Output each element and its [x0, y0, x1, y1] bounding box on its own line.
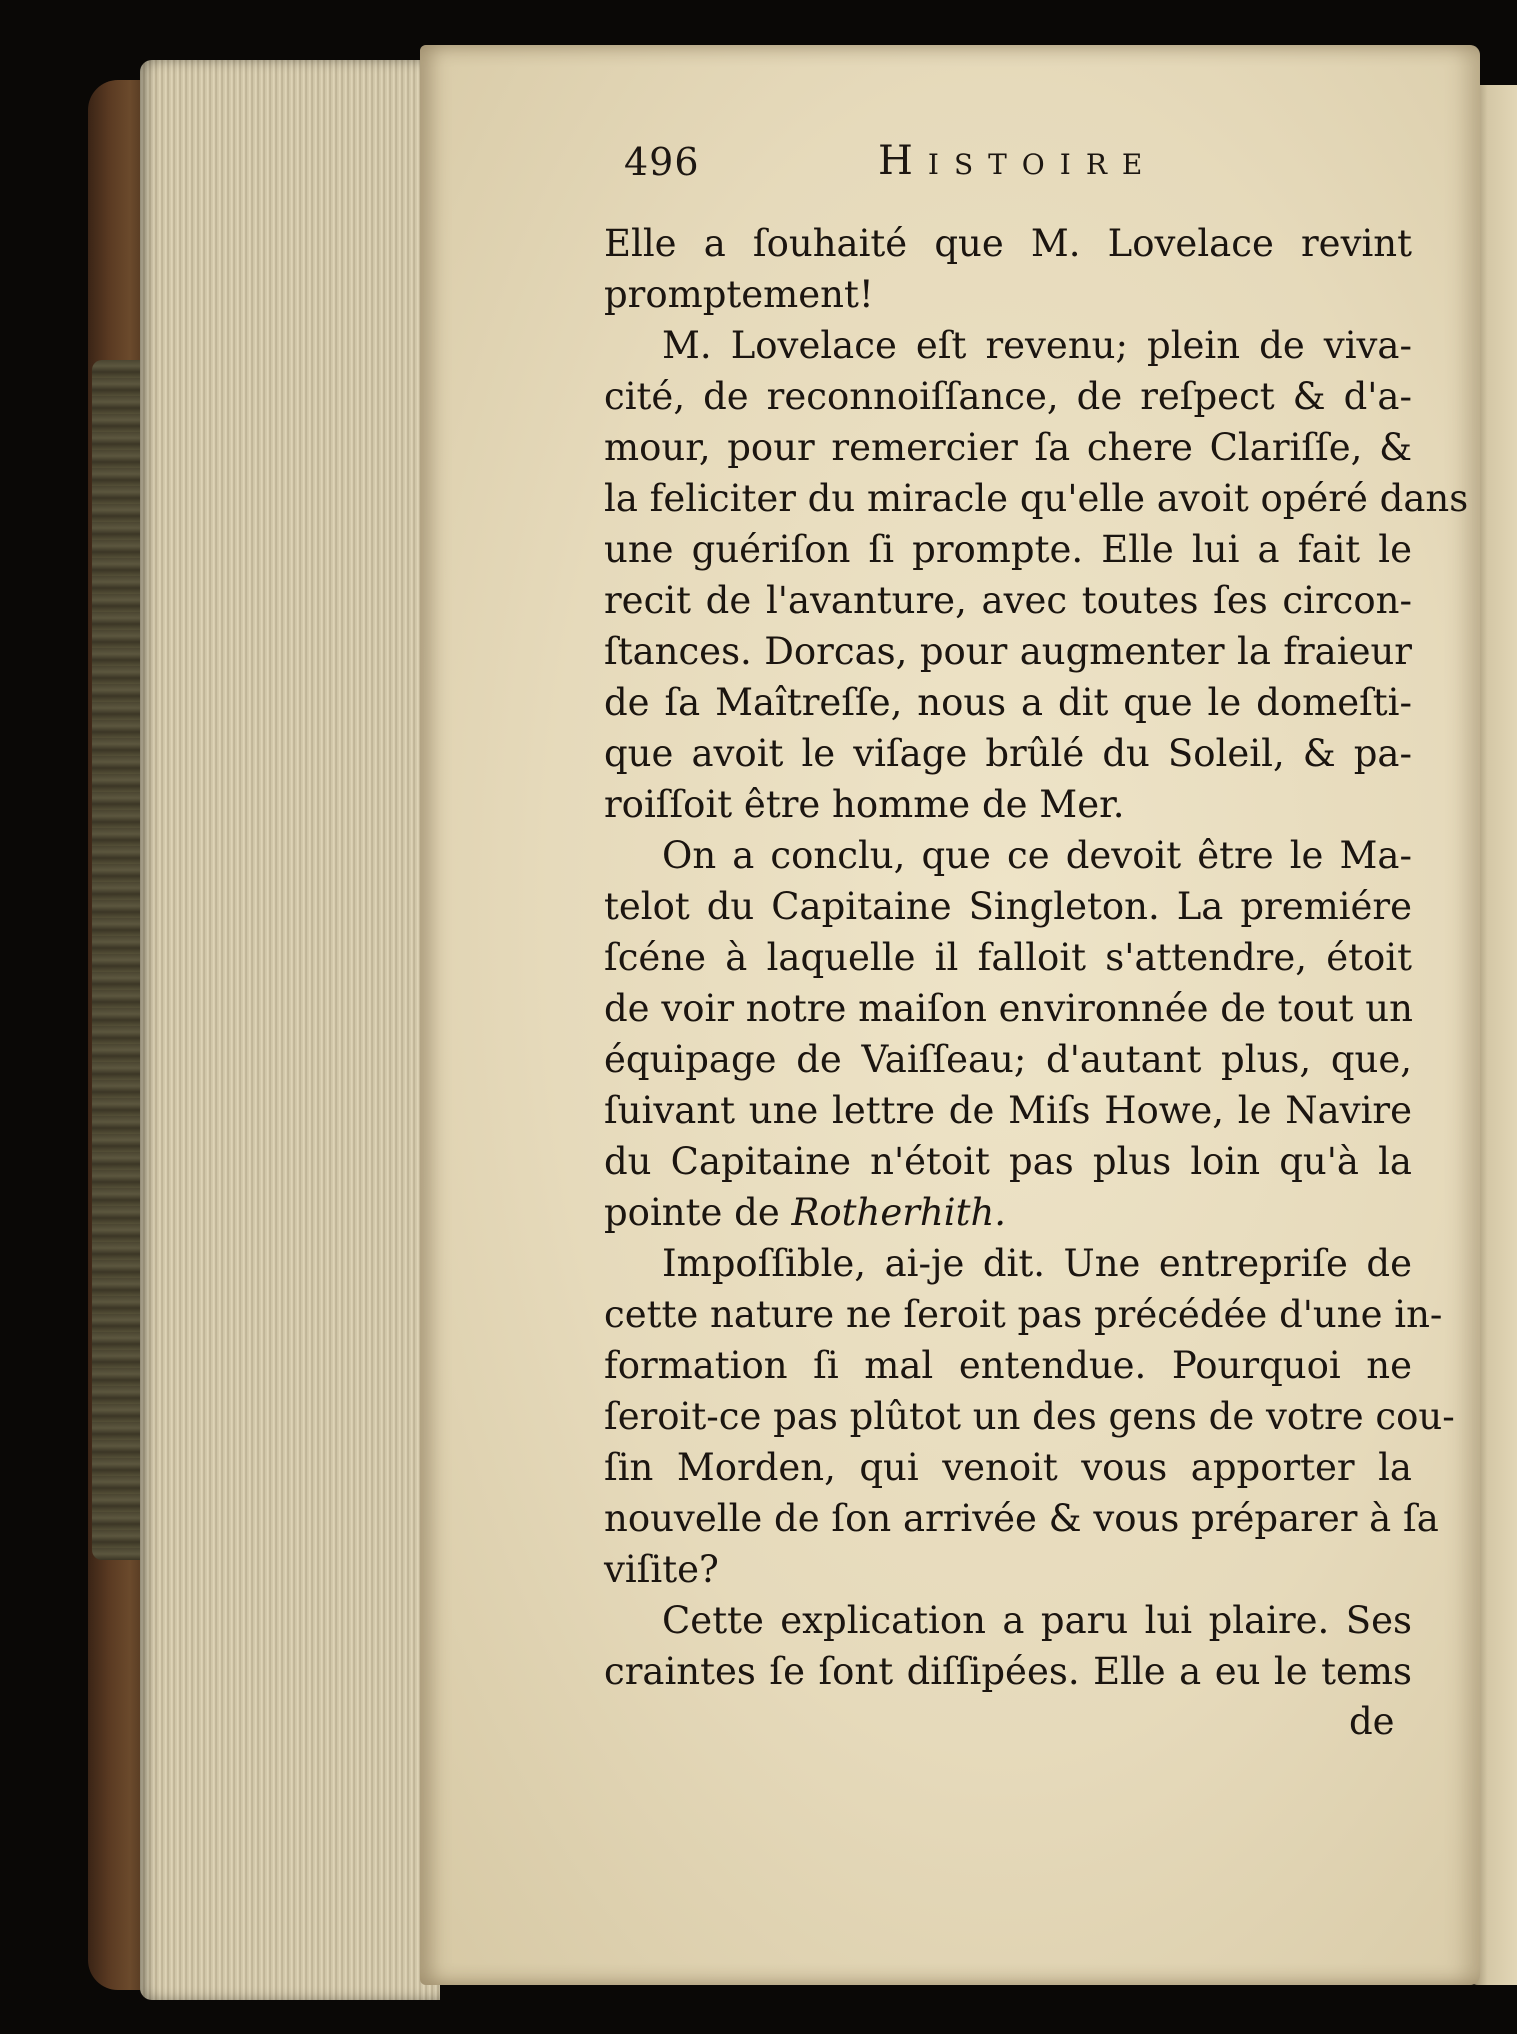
text-line: formation ſi mal entendue. Pourquoi ne [604, 1344, 1412, 1387]
text-line: recit de l'avanture, avec toutes ſes circon- [604, 579, 1412, 622]
text-line: équipage de Vaiſſeau; d'autant plus, que, [604, 1038, 1412, 1081]
text-line: de ſa Maîtreſſe, nous a dit que le domeſti- [604, 681, 1412, 724]
running-head: Histoire [878, 138, 1158, 184]
text-line: que avoit le viſage brûlé du Soleil, & pa- [604, 732, 1412, 775]
text-line: On a conclu, que ce devoit être le Ma- [662, 834, 1412, 877]
text-line: telot du Capitaine Singleton. La premiére [604, 885, 1412, 928]
text-line: une guériſon ſi prompte. Elle lui a fait le [604, 528, 1412, 571]
text-line: Elle a ſouhaité que M. Lovelace revint [604, 222, 1412, 265]
text-line: ſcéne à laquelle il falloit s'attendre, étoit [604, 936, 1412, 979]
body-text [604, 218, 1469, 1697]
page-header [624, 140, 1414, 200]
text-line: Impoſſible, ai-je dit. Une entrepriſe de [662, 1242, 1412, 1285]
text-line: nouvelle de ſon arrivée & vous préparer à ſa [604, 1497, 1439, 1540]
text-line: ſin Morden, qui venoit vous apporter la [604, 1446, 1412, 1489]
text-line: mour, pour remercier ſa chere Clariſſe, & [604, 426, 1412, 469]
italic-place-name: Rotherhith. [791, 1191, 1007, 1234]
text-line: Cette explication a paru lui plaire. Ses [662, 1599, 1412, 1642]
text-line: de voir notre maiſon environnée de tout un [604, 987, 1413, 1030]
text-line: du Capitaine n'étoit pas plus loin qu'à la [604, 1140, 1412, 1183]
text-line: craintes ſe ſont diſſipées. Elle a eu le tems [604, 1650, 1412, 1693]
text-line: ſtances. Dorcas, pour augmenter la fraieur [604, 630, 1412, 673]
text-fragment: pointe de [604, 1191, 780, 1234]
text-line: la feliciter du miracle qu'elle avoit opéré dans [604, 477, 1469, 520]
text-line: promptement! [604, 273, 874, 316]
text-line: cette nature ne ſeroit pas précédée d'une in- [604, 1293, 1443, 1336]
text-line: cité, de reconnoiſſance, de reſpect & d'a- [604, 375, 1412, 418]
text-line: roiſſoit être homme de Mer. [604, 783, 1125, 826]
catchword: de [1349, 1700, 1395, 1743]
text-line: ſeroit-ce pas plûtot un des gens de votre cou- [604, 1395, 1455, 1438]
page-edges [140, 60, 440, 2000]
text-line: M. Lovelace eſt revenu; plein de viva- [662, 324, 1412, 367]
text-line: viſite? [604, 1548, 719, 1591]
page-number: 496 [624, 140, 700, 184]
text-line: ſuivant une lettre de Miſs Howe, le Navire [604, 1089, 1412, 1132]
text-line-with-italic [604, 1187, 1412, 1238]
